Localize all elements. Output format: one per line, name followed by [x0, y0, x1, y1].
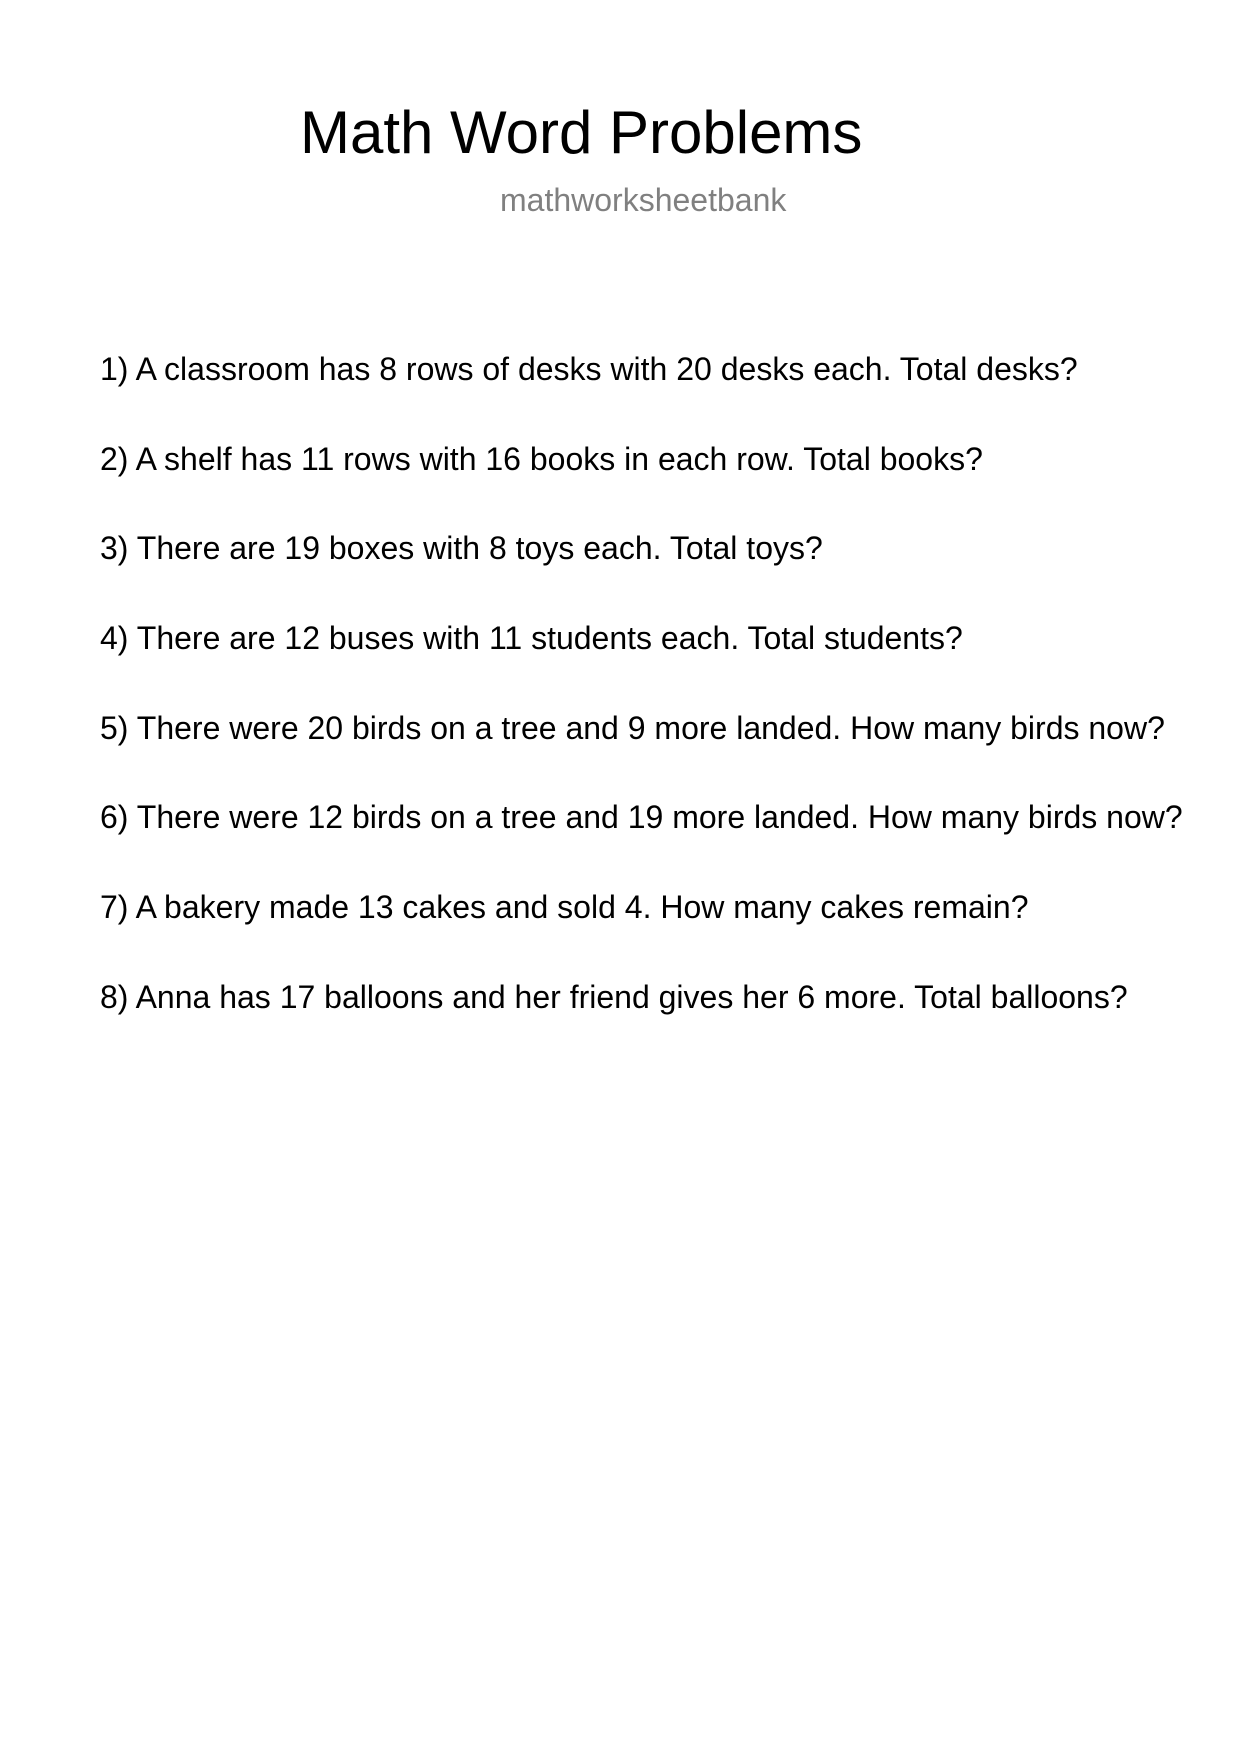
problem-item: 1) A classroom has 8 rows of desks with 20 desks each. Total desks?: [100, 351, 1078, 387]
problem-item: 7) A bakery made 13 cakes and sold 4. How many cakes remain?: [100, 889, 1029, 926]
problem-item: 6) There were 12 birds on a tree and 19 more landed. How many birds now?: [100, 799, 1183, 836]
problem-list: [100, 349, 1183, 1067]
source-subtitle: mathworksheetbank: [500, 182, 787, 218]
problem-item: 8) Anna has 17 balloons and her friend gives her 6 more. Total balloons?: [100, 978, 1128, 1015]
problem-item: 2) A shelf has 11 rows with 16 books in each row. Total books?: [100, 440, 983, 477]
problem-item: 3) There are 19 boxes with 8 toys each. Total toys?: [100, 530, 823, 567]
problem-item: 4) There are 12 buses with 11 students each. Total students?: [100, 620, 963, 657]
problem-item: 5) There were 20 birds on a tree and 9 more landed. How many birds now?: [100, 709, 1165, 746]
page-title: Math Word Problems: [300, 99, 863, 166]
